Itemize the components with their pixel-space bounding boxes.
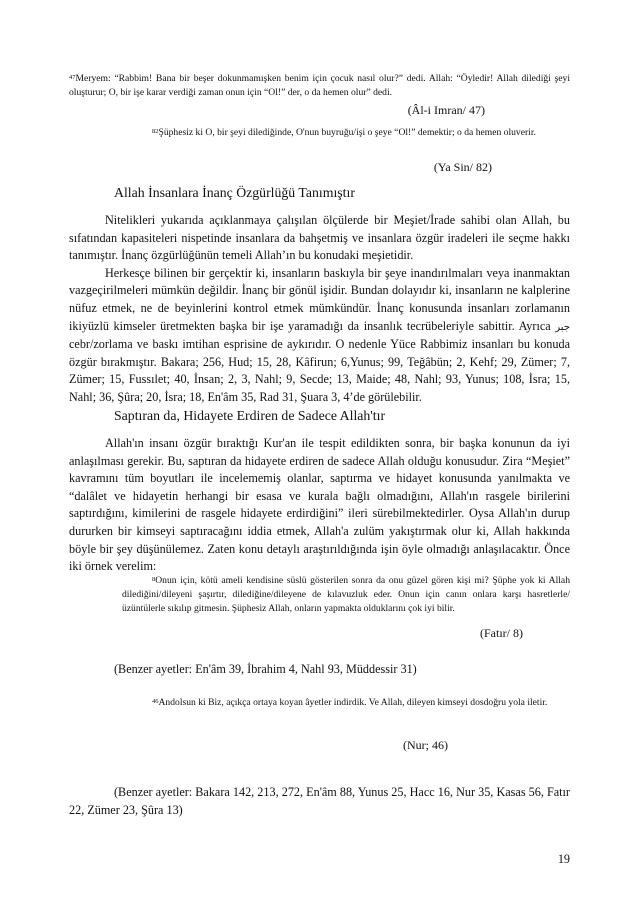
quote-reference: (Âl-i Imran/ 47): [407, 103, 485, 117]
quote-text: Onun için, kötü ameli kendisine süslü gösterilen sonra da onu güzel gören kişi mi? Şüphe yok ki Allah dilediğini/dileyeni şaşırtır, dilediğine/dileyene de kılavuzluk eder. Onun için canın onlara karşı hasretlerle/ üzüntülerle sıkılıp gitmesin. Şüphesiz Allah, onların yapmakta olduklarını çok iyi bilir.: [122, 575, 570, 614]
quote-reference: (Fatır/ 8): [480, 626, 523, 640]
paragraph: Nitelikleri yukarıda açıklanmaya çalışılan ölçülerde bir Meşiet/İrade sahibi olan Allah, bu sıfatından kapasiteleri nispetinde insanlara da bahşetmiş ve insanlara özgür iradeleri ile seçme hakkı tanımıştır. İnanç özgürlüğünün temeli Allah’ın bu konudaki meşietidir.: [69, 213, 570, 263]
verse-number: 82: [152, 128, 159, 135]
quote-text: Meryem: “Rabbim! Bana bir beşer dokunmamışken benim için çocuk nasıl olur?” dedi. Allah: “Öyledir! Allah dilediği şeyi oluşturur; O, bir işe karar verdiği zaman onun için “Ol!” der, o da hemen olur” dedi.: [69, 73, 570, 98]
verse-number: 47: [69, 74, 76, 81]
section-2-body: [69, 435, 570, 576]
quote-reference: (Nur; 46): [403, 738, 448, 752]
quote-reference: (Ya Sin/ 82): [433, 160, 492, 174]
paragraph: Herkesçe bilinen bir gerçektir ki, insanların baskıyla bir şeye inandırılmaları veya inanmaktan vazgeçirilmeleri mümkün değildir. İnanç bir gönül işidir. Bundan dolayıdır ki, insanların ne kalplerine nüfuz etmek, ne de beyinlerini kontrol etmek mümkündür. İnanç konusunda insanları zorlamanın ikiyüzlü kimseler üretmekten başka bir işe yaramadığı da insanlık tecrübeleriyle sabittir. Ayrıca جبر cebr/zorlama ve baskı imtihan esprisine de aykırıdır. O nedenle Yüce Rabbimiz insanları bu konuda özgür bırakmıştır. Bakara; 256, Hud; 15, 28, Kâfirun; 6,Yunus; 99, Teğâbün; 2, Kehf; 29, Zümer; 7, Zümer; 15, Fussılet; 40, İnsan; 2, 3, Nahl; 9, Secde; 13, Maide; 48, Nahl; 93, Yunus; 108, İsra; 15, Nahl; 36, Şûra; 20, İsra; 18, En'âm 35, Rad 31, Şuara 3, 4’de görülebilir.: [69, 265, 570, 404]
quote-imran: [69, 72, 570, 100]
quote-yasin: [122, 126, 570, 140]
quote-fatir: [122, 574, 570, 616]
section-1-body: [69, 212, 570, 407]
quote-nur: [122, 696, 570, 710]
quote-text: Andolsun ki Biz, açıkça ortaya koyan âyetler indirdik. Ve Allah, dileyen kimseyi dosdoğru yola iletir.: [158, 697, 548, 708]
similar-verses: (Benzer ayetler: En'âm 39, İbrahim 4, Nahl 93, Müddessir 31): [114, 662, 417, 676]
paragraph: Allah'ın insanı özgür bıraktığı Kur'an ile tespit edildikten sonra, bir başka konunun da iyi anlaşılması gerekir. Bu, saptıran da hidayete erdiren de sadece Allah olduğu konusudur. Zira “Meşiet” kavramını tüm boyutları ile incelememiş olanlar, saptırma ve hidayet konusunda yanılmakta ve “dalâlet ve hidayetin herhangi bir esasa ve kurala bağlı olmadığını, Allah'ın rasgele birilerini saptırdığını, kimilerini de rasgele hidayete erdirdiğini” ileri sürebilmektedirler. Oysa Allah'ın durup dururken bir kimseyi saptıracağını iddia etmek, Allah'a zulüm yakıştırmak olur ki, Allah hakkında böyle bir şey düşünülemez. Zaten konu detaylı araştırıldığında işin öyle olmadığı anlaşılacaktır. Önce iki örnek verelim:: [69, 436, 570, 574]
similar-verses: (Benzer ayetler: Bakara 142, 213, 272, En'âm 88, Yunus 25, Hacc 16, Nur 35, Kasas 56, Fatır 22, Zümer 23, Şûra 13): [69, 785, 570, 817]
page-number: 19: [557, 852, 570, 866]
verse-number: 46: [152, 698, 159, 705]
section-heading: Saptıran da, Hidayete Erdiren de Sadece Allah'tır: [114, 408, 386, 423]
arabic-word: جبر: [555, 321, 570, 333]
section-heading: Allah İnsanlara İnanç Özgürlüğü Tanımıştır: [114, 185, 355, 200]
verse-number: 8: [152, 576, 156, 583]
quote-text: Şüphesiz ki O, bir şeyi dilediğinde, O'nun buyruğu/işi o şeye “Ol!” demektir; o da hemen oluverir.: [158, 127, 536, 138]
